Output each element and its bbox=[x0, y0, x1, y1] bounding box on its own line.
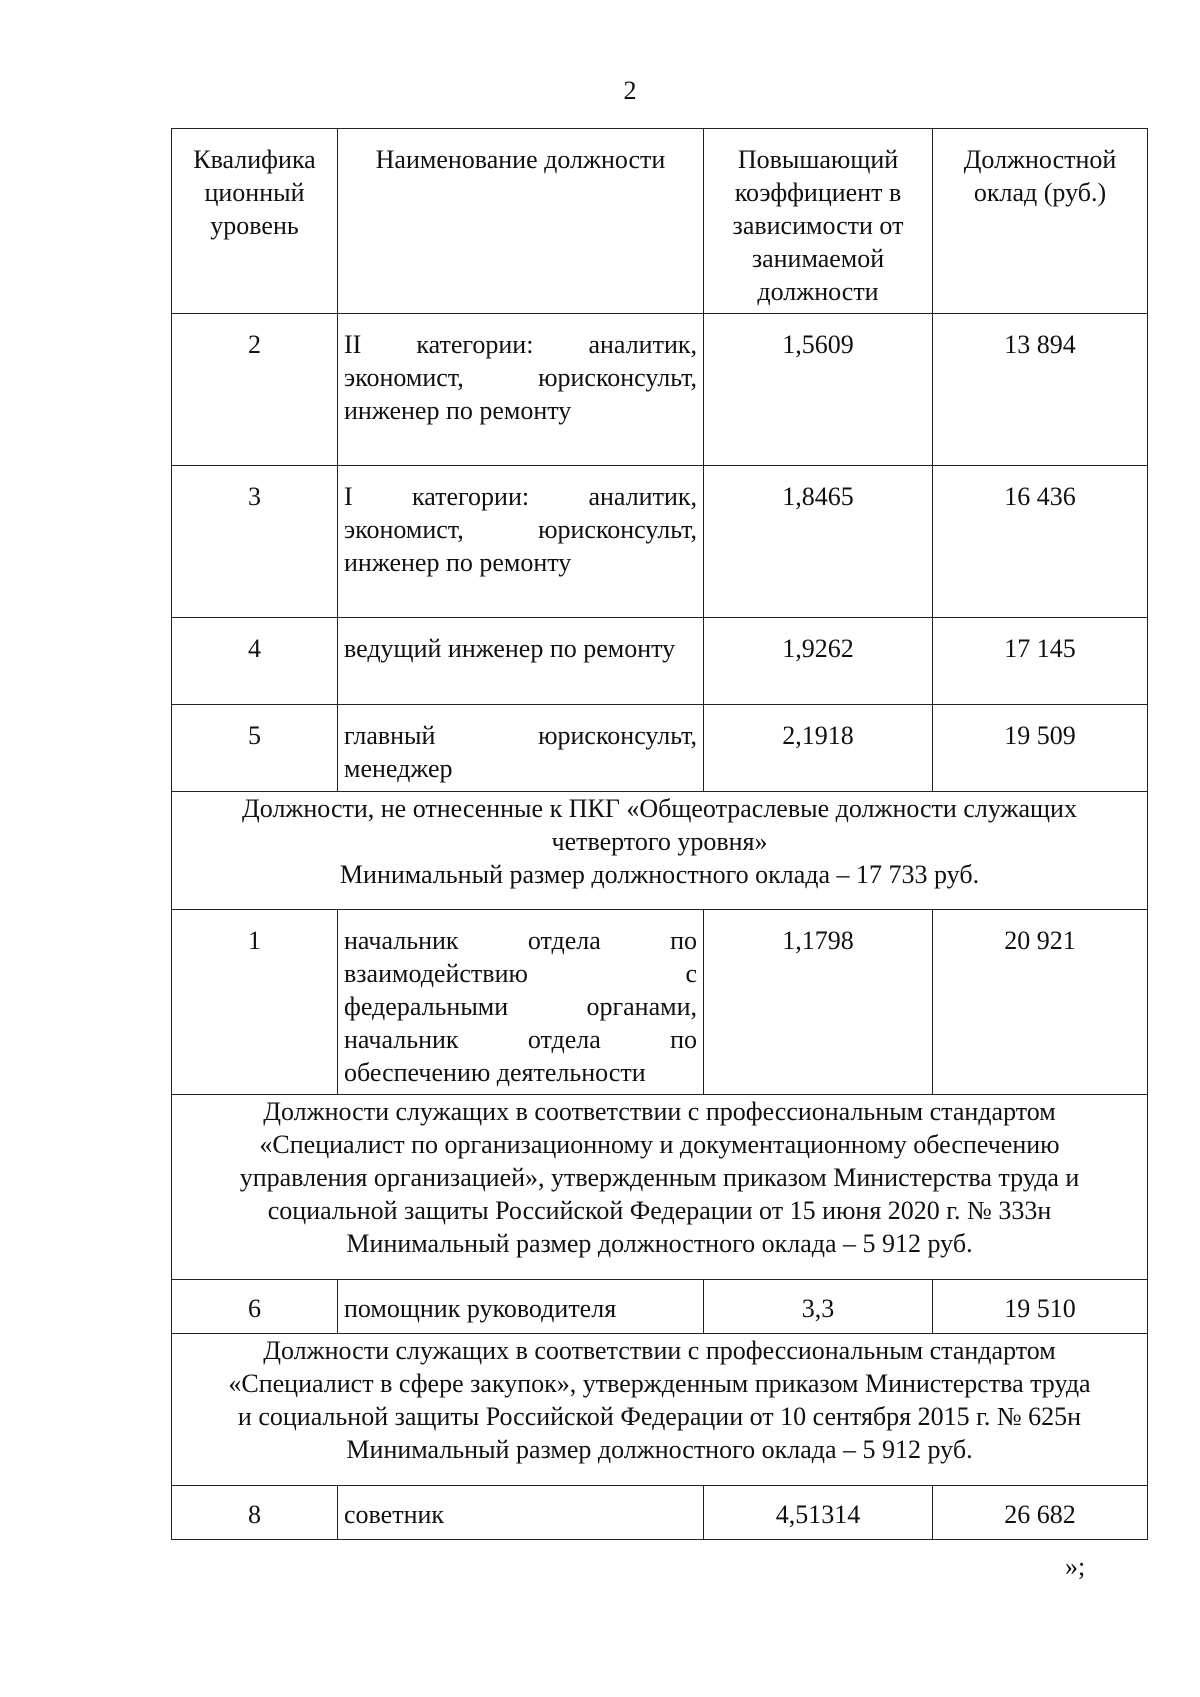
section-line: Минимальный размер должностного оклада – 5 912 руб. bbox=[346, 1435, 973, 1464]
cell-title: I категории: аналитик, экономист, юрисконсульт, инженер по ремонту bbox=[344, 482, 697, 577]
section-line: Минимальный размер должностного оклада – 17 733 руб. bbox=[339, 860, 980, 889]
section-line: управления организацией», утвержденным приказом Министерства труда и bbox=[239, 1163, 1080, 1192]
cell-title: советник bbox=[344, 1500, 445, 1529]
cell-salary: 26 682 bbox=[1004, 1500, 1076, 1529]
cell-coefficient: 2,1918 bbox=[782, 721, 854, 750]
section-line: «Специалист в сфере закупок», утвержденным приказом Министерства труда bbox=[228, 1369, 1091, 1398]
section-line: Минимальный размер должностного оклада – 5 912 руб. bbox=[346, 1229, 973, 1258]
cell-coefficient: 4,51314 bbox=[775, 1500, 861, 1529]
section-heading-pkg bbox=[172, 792, 1148, 910]
cell-coefficient: 3,3 bbox=[801, 1294, 835, 1323]
page-number: 2 bbox=[623, 76, 637, 105]
header-line: оклад (руб.) bbox=[973, 178, 1107, 207]
header-line: должности bbox=[757, 277, 879, 306]
cell-salary: 19 509 bbox=[1004, 721, 1076, 750]
cell-level: 4 bbox=[248, 634, 261, 663]
header-line: уровень bbox=[210, 211, 299, 240]
salary-table bbox=[171, 128, 1148, 1540]
table-row bbox=[172, 314, 1148, 466]
section-heading-procurement-specialist bbox=[172, 1334, 1148, 1486]
header-salary bbox=[933, 129, 1148, 314]
cell-salary: 16 436 bbox=[1004, 482, 1076, 511]
header-line: Должностной bbox=[963, 145, 1117, 174]
header-line: зависимости от bbox=[732, 211, 904, 240]
table-row bbox=[172, 705, 1148, 792]
section-heading-row bbox=[172, 1095, 1148, 1280]
cell-title: II категории: аналитик, экономист, юрисконсульт, инженер по ремонту bbox=[344, 330, 697, 425]
cell-salary: 13 894 bbox=[1004, 330, 1076, 359]
cell-level: 8 bbox=[248, 1500, 261, 1529]
cell-title: помощник руководителя bbox=[344, 1294, 617, 1323]
cell-level: 6 bbox=[248, 1294, 261, 1323]
table-row bbox=[172, 1280, 1148, 1334]
closing-quote-mark: »; bbox=[1065, 1552, 1086, 1581]
cell-level: 2 bbox=[248, 330, 261, 359]
section-line: и социальной защиты Российской Федерации от 10 сентября 2015 г. № 625н bbox=[237, 1402, 1082, 1431]
cell-coefficient: 1,1798 bbox=[782, 926, 854, 955]
cell-level: 5 bbox=[248, 721, 261, 750]
section-line: Должности служащих в соответствии с профессиональным стандартом bbox=[263, 1097, 1056, 1126]
cell-title: главный юрисконсульт, менеджер bbox=[344, 721, 697, 783]
section-heading-document-specialist bbox=[172, 1095, 1148, 1280]
cell-salary: 17 145 bbox=[1004, 634, 1076, 663]
section-line: Должности, не отнесенные к ПКГ «Общеотраслевые должности служащих bbox=[242, 794, 1077, 823]
header-line: ционный bbox=[204, 178, 305, 207]
cell-salary: 20 921 bbox=[1004, 926, 1076, 955]
cell-coefficient: 1,9262 bbox=[782, 634, 854, 663]
header-line: занимаемой bbox=[751, 244, 885, 273]
table-header-row bbox=[172, 129, 1148, 314]
cell-title: начальник отдела по взаимодействию с федеральными органами, начальник отдела по обеспечению деятельности bbox=[344, 926, 697, 1087]
section-line: социальной защиты Российской Федерации от 15 июня 2020 г. № 333н bbox=[267, 1196, 1052, 1225]
cell-title: ведущий инженер по ремонту bbox=[344, 634, 676, 663]
cell-salary: 19 510 bbox=[1004, 1294, 1076, 1323]
header-coefficient bbox=[704, 129, 933, 314]
section-heading-row bbox=[172, 792, 1148, 910]
header-line: Повышающий bbox=[737, 145, 899, 174]
table-row bbox=[172, 466, 1148, 618]
section-line: четвертого уровня» bbox=[551, 827, 768, 856]
section-line: «Специалист по организационному и документационному обеспечению bbox=[259, 1130, 1060, 1159]
table-row bbox=[172, 1486, 1148, 1540]
table-row bbox=[172, 618, 1148, 705]
section-line: Должности служащих в соответствии с профессиональным стандартом bbox=[263, 1336, 1056, 1365]
cell-coefficient: 1,5609 bbox=[782, 330, 854, 359]
cell-coefficient: 1,8465 bbox=[782, 482, 854, 511]
header-position-name bbox=[338, 129, 704, 314]
header-qualification-level bbox=[172, 129, 338, 314]
cell-level: 1 bbox=[248, 926, 261, 955]
header-line: коэффициент в bbox=[734, 178, 902, 207]
header-text: Наименование должности bbox=[375, 145, 666, 174]
table-row bbox=[172, 910, 1148, 1095]
header-line: Квалифика bbox=[193, 145, 316, 174]
cell-level: 3 bbox=[248, 482, 261, 511]
section-heading-row bbox=[172, 1334, 1148, 1486]
